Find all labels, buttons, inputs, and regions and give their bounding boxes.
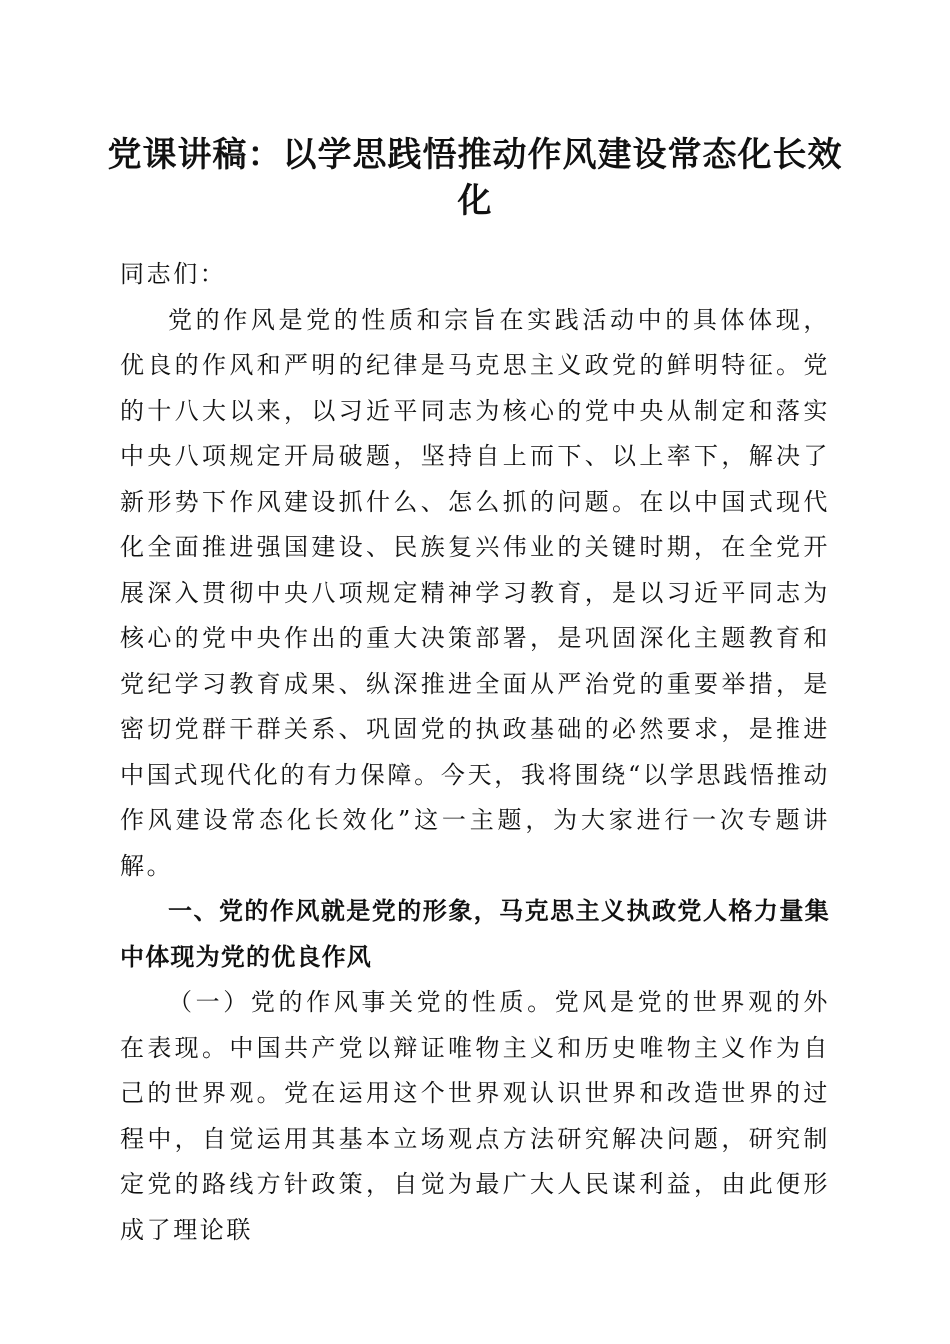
document-body <box>120 252 830 1253</box>
intro-paragraph: 党的作风是党的性质和宗旨在实践活动中的具体体现，优良的作风和严明的纪律是马克思主义政党的鲜明特征。党的十八大以来，以习近平同志为核心的党中央从制定和落实中央八项规定开局破题，坚持自上而下、以上率下，解决了新形势下作风建设抓什么、怎么抓的问题。在以中国式现代化全面推进强国建设、民族复兴伟业的关键时期，在全党开展深入贯彻中央八项规定精神学习教育，是以习近平同志为核心的党中央作出的重大决策部署，是巩固深化主题教育和党纪学习教育成果、纵深推进全面从严治党的重要举措，是密切党群干群关系、巩固党的执政基础的必然要求，是推进中国式现代化的有力保障。今天，我将围绕“以学思践悟推动作风建设常态化长效化”这一主题，为大家进行一次专题讲解。 <box>120 305 830 880</box>
salutation: 同志们： <box>120 260 227 288</box>
document-title: 党课讲稿：以学思践悟推动作风建设常态化长效化 <box>107 135 843 221</box>
subsection-paragraph-1: （一）党的作风事关党的性质。党风是党的世界观的外在表现。中国共产党以辩证唯物主义和历史唯物主义作为自己的世界观。党在运用这个世界观认识世界和改造世界的过程中，自觉运用其基本立场观点方法研究解决问题，研究制定党的路线方针政策，自觉为最广大人民谋利益，由此便形成了理论联 <box>120 988 830 1244</box>
section-heading-1: 一、党的作风就是党的形象，马克思主义执政党人格力量集中体现为党的优良作风 <box>120 897 830 971</box>
